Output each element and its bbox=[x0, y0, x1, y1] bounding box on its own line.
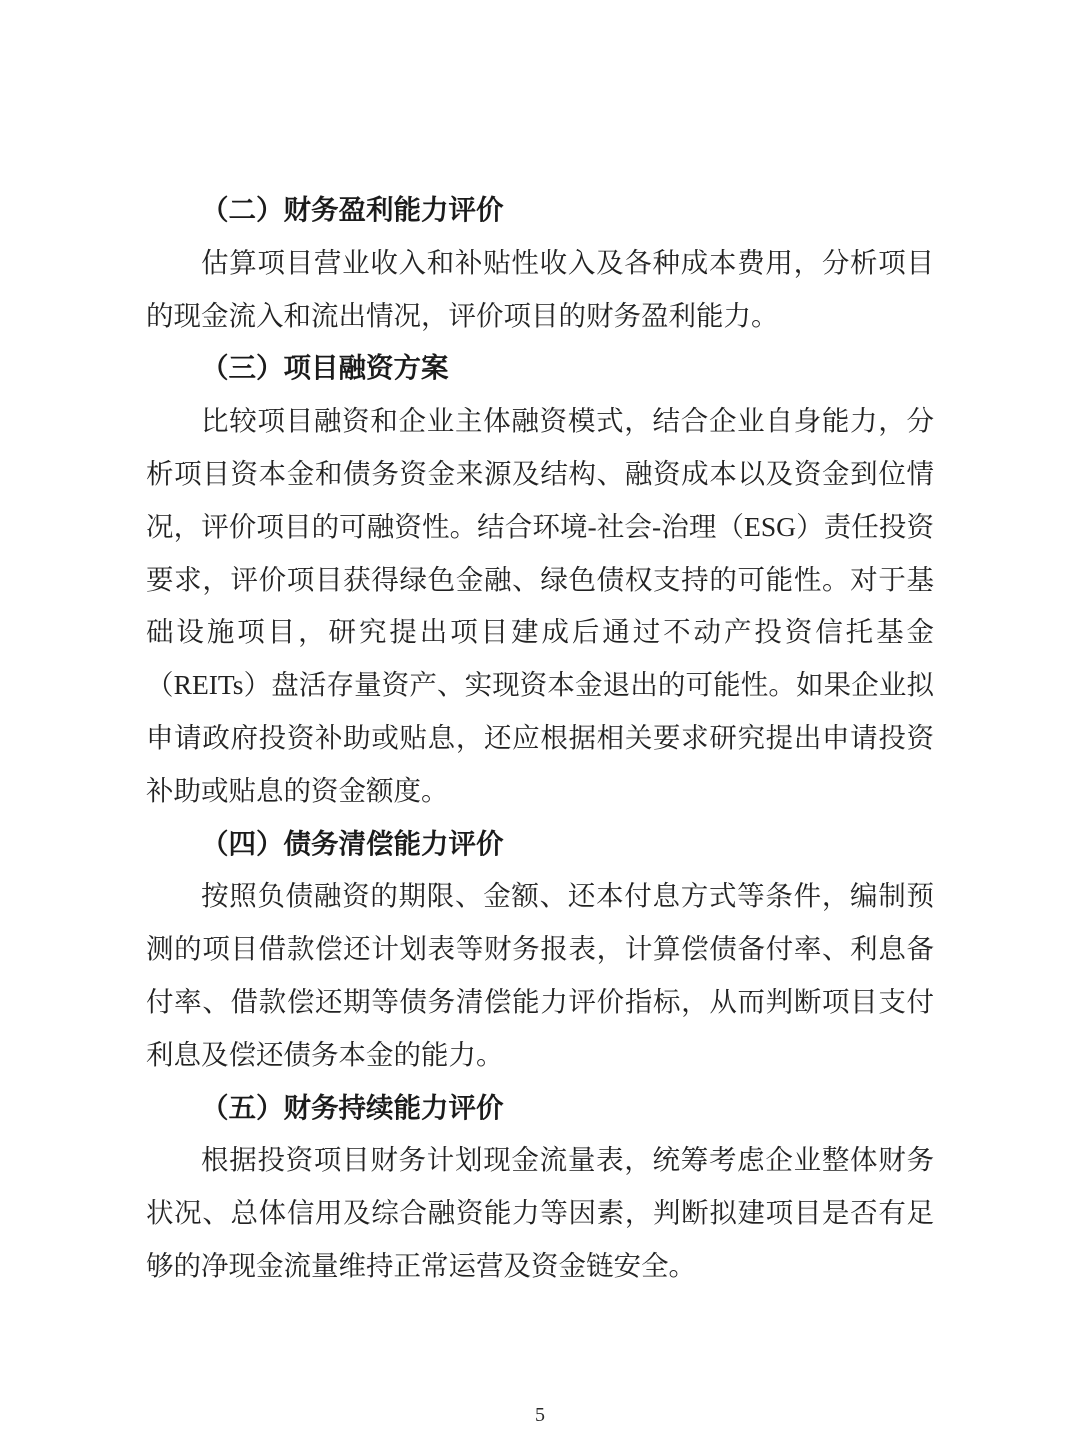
section-heading: （四）债务清偿能力评价 bbox=[201, 827, 504, 859]
section-heading: （三）项目融资方案 bbox=[201, 352, 449, 384]
body-paragraph: 按照负债融资的期限、金额、还本付息方式等条件，编制预测的项目借款偿还计划表等财务报表，计算偿债备付率、利息备付率、借款偿还期等债务清偿能力评价指标，从而判断项目支付利息及偿还债务本金的能力。 bbox=[146, 880, 934, 1070]
body-paragraph: 估算项目营业收入和补贴性收入及各种成本费用，分析项目的现金流入和流出情况，评价项目的财务盈利能力。 bbox=[146, 246, 934, 331]
section-heading: （五）财务持续能力评价 bbox=[201, 1091, 504, 1123]
body-paragraph: 比较项目融资和企业主体融资模式，结合企业自身能力，分析项目资本金和债务资金来源及结构、融资成本以及资金到位情况，评价项目的可融资性。结合环境-社会-治理（ESG）责任投资要求，评价项目获得绿色金融、绿色债权支持的可能性。对于基础设施项目，研究提出项目建成后通过不动产投资信托基金（REITs）盘活存量资产、实现资本金退出的可能性。如果企业拟申请政府投资补助或贴息，还应根据相关要求研究提出申请投资补助或贴息的资金额度。 bbox=[146, 405, 934, 806]
page-footer bbox=[0, 1404, 1080, 1427]
document-body bbox=[146, 184, 934, 1293]
section-heading: （二）财务盈利能力评价 bbox=[201, 194, 504, 225]
page-number: 5 bbox=[535, 1404, 545, 1426]
body-paragraph: 根据投资项目财务计划现金流量表，统筹考虑企业整体财务状况、总体信用及综合融资能力等因素，判断拟建项目是否有足够的净现金流量维持正常运营及资金链安全。 bbox=[146, 1144, 934, 1281]
